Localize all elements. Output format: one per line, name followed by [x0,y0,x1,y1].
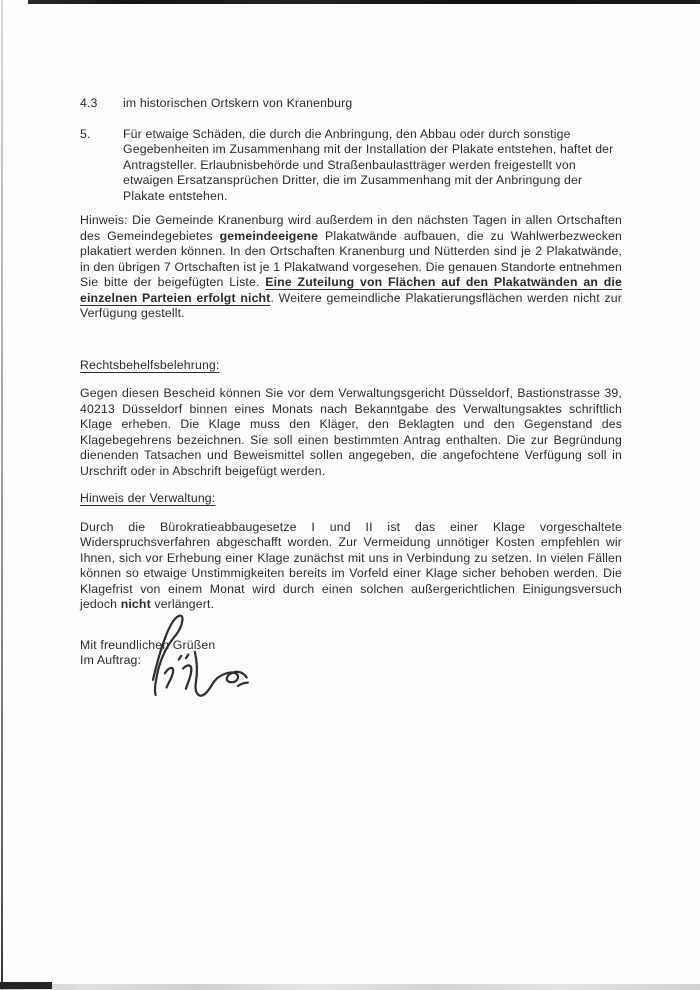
handwritten-signature [136,609,249,707]
signature-stroke-letters [165,668,174,688]
list-item-5 [80,127,622,205]
item-number: 4.3 [80,96,98,110]
admin-note-before-bold: Durch die Bürokratieabbaugesetze I und II ist das einer Klage vorgeschaltete Widerspruchsverfahren abgeschafft worden. Zur Vermeidung unnötiger Kosten empfehlen wir Ihnen, sich vor Erhebung einer Klage zunächst mit uns in Verbindung zu setzen. In vielen Fällen können so etwaige Unstimmigkeiten bereits im Vorfeld einer Klage sicher behoben werden. Die Klagefrist von einem Monat wird durch einen solchen außergerichtlichen Einigungsversuch jedoch [80,519,622,612]
legal-remedy-heading: Rechtsbehelfsbelehrung: [80,357,220,372]
letter-body [80,0,622,669]
item-number: 5. [80,126,91,141]
notice-end: . Weitere gemeindliche Plakatierungsflächen werden nicht zur Verfügung gestellt. [80,290,622,320]
scan-bottom-streak-artifact [0,984,700,990]
notice-paragraph [80,213,622,322]
closing-salutation: Mit freundlichen Grüßen [80,637,216,652]
notice-middle: Plakatwände aufbauen, die zu Wahlwerbezwecken plakatiert werden können. In den Ortschaften Kranenburg und Nütterden sind je 2 Plakatwände, in den übrigen 7 Ortschaften ist je 1 Plakatwand vorgesehen. Die genauen Standorte entnehmen Sie bitte der beigefügten Liste. [80,228,622,289]
signature-stroke-mid [183,665,192,689]
legal-remedy-heading-row [80,358,622,374]
scan-left-edge-artifact [1,0,3,990]
legal-remedy-paragraph: Gegen diesen Bescheid können Sie vor dem Verwaltungsgericht Düsseldorf, Bastionstrasse 39, 40213 Düsseldorf binnen eines Monats nach Bekanntgabe des Verwaltungsaktes schriftlich Klage erheben. Die Klage muss den Kläger, den Beklagten und den Gegenstand des Klagebegehrens bezeichnen. Sie soll einen bestimmten Antrag enthalten. Die zur Begründung dienenden Tatsachen und Beweismittel sollen angegeben, die angefochtene Verfügung soll in Urschrift oder in Abschrift beigefügt werden. [80,386,622,478]
signature-stroke-flourish [194,650,247,696]
item-text: im historischen Ortskern von Kranenburg [123,96,353,110]
closing-im-auftrag: Im Auftrag: [80,653,142,668]
list-item-4-3 [80,96,622,112]
signature-stroke-tail [238,683,248,686]
admin-note-after-bold: verlängert. [150,597,215,612]
signature-stroke-accent-2 [186,655,189,659]
admin-note-bold-word: nicht [120,597,151,612]
admin-note-heading-row [80,491,622,507]
admin-note-heading: Hinweis der Verwaltung: [80,491,216,506]
notice-bold-word: gemeindeeigene [219,228,319,243]
item-text: Für etwaige Schäden, die durch die Anbringung, den Abbau oder durch sonstige Gegebenheiten im Zusammenhang mit der Installation der Plakate entstehen, haftet der Antragsteller. Erlaubnisbehörde und Straßenbaulastträger werden freigestellt von etwaigen Ersatzansprüchen Dritter, die im Zusammenhang mit der Anbringung der Plakate entstehen. [123,126,614,203]
notice-bold-underline: Eine Zuteilung von Flächen auf den Plakatwänden an die einzelnen Parteien erfolgt nicht [80,275,622,305]
admin-note-paragraph [80,520,622,613]
signature-stroke-accent-1 [179,656,182,660]
notice-intro: Hinweis: Die Gemeinde Kranenburg wird außerdem in den nächsten Tagen in allen Ortschaften des Gemeindegebietes [80,213,622,243]
scan-bottom-corner-mark [0,982,52,989]
